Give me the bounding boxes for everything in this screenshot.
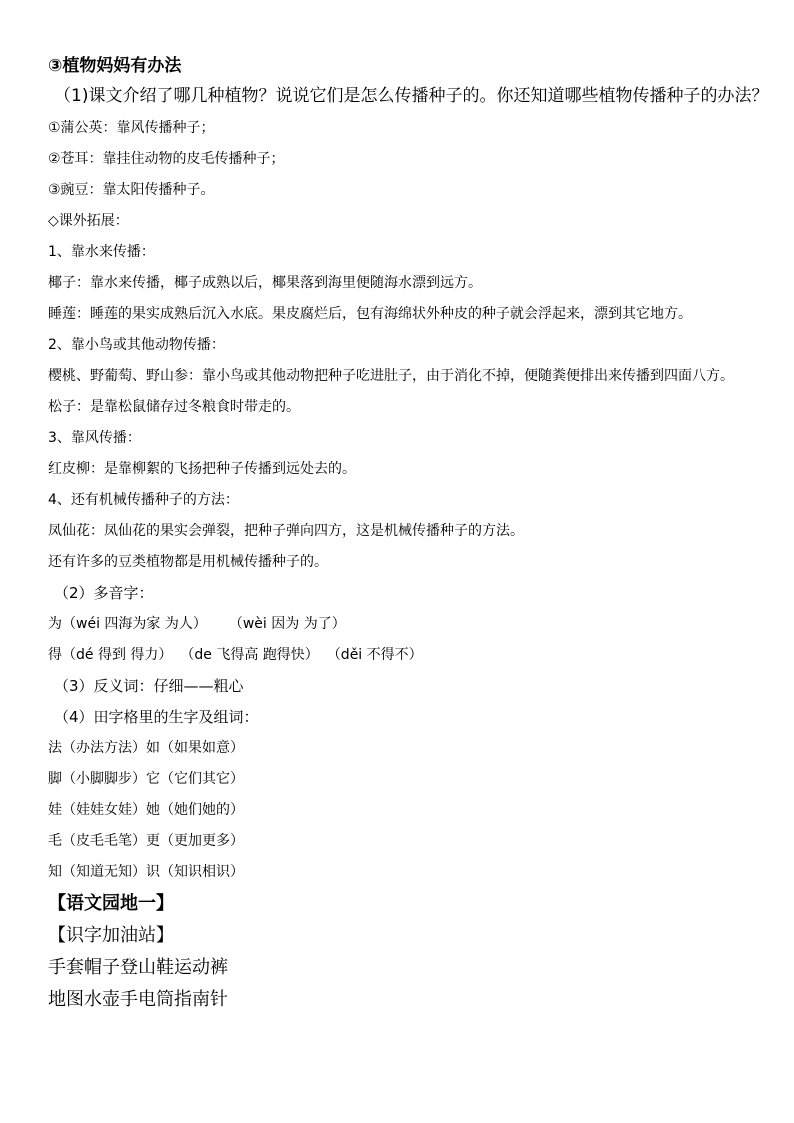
cherry-text: 樱桃、野葡萄、野山参：靠小鸟或其他动物把种子吃进肚子，由于消化不掉，便随粪便排出来传播到四面八方。	[48, 368, 734, 384]
extension-item-1: 1、靠水来传播：	[48, 244, 155, 260]
word-line-2: 脚（小脚脚步）它（它们其它）	[48, 771, 244, 787]
polyphone-de-2: （de 飞得高 跑得快）	[180, 647, 319, 663]
balsam-text: 凤仙花：凤仙花的果实会弹裂，把种子弹向四方，这是机械传播种子的方法。	[48, 523, 524, 539]
section-heading: ③植物妈妈有办法	[48, 56, 182, 76]
willow-text: 红皮柳：是靠柳絮的飞扬把种子传播到远处去的。	[48, 461, 356, 477]
polyphone-de-1: 得（dé 得到 得力）	[48, 647, 173, 663]
extension-heading: ◇课外拓展：	[48, 213, 129, 229]
polyphone-wei-2: （wèi 因为 为了）	[228, 616, 346, 632]
beans-text: 还有许多的豆类植物都是用机械传播种子的。	[48, 554, 328, 570]
pine-nut-text: 松子：是靠松鼠储存过冬粮食时带走的。	[48, 399, 300, 415]
extension-item-2: 2、靠小鸟或其他动物传播：	[48, 337, 225, 353]
polyphone-wei	[48, 609, 758, 640]
new-words-heading: （4）田字格里的生字及组词：	[54, 708, 259, 726]
coconut-text: 椰子：靠水来传播，椰子成熟以后，椰果落到海里便随海水漂到远方。	[48, 275, 482, 291]
extension-item-3: 3、靠风传播：	[48, 430, 141, 446]
answer-line-1: ①蒲公英：靠风传播种子；	[48, 120, 215, 136]
word-line-1: 法（办法方法）如（如果如意）	[48, 740, 244, 756]
polyphone-de-3: （děi 不得不）	[326, 647, 423, 663]
chinese-garden-heading: 【语文园地一】	[48, 893, 174, 914]
extension-item-4: 4、还有机械传播种子的方法：	[48, 492, 239, 508]
word-line-5: 知（知道无知）识（知识相识）	[48, 864, 244, 880]
polyphone-de	[48, 640, 758, 671]
vocab-line-1: 手套帽子登山鞋运动裤	[48, 957, 228, 978]
polyphone-wei-1: 为（wéi 四海为家 为人）	[48, 616, 207, 632]
water-lily-text: 睡莲：睡莲的果实成熟后沉入水底。果皮腐烂后，包有海绵状外种皮的种子就会浮起来，漂到其它地方。	[48, 306, 692, 322]
word-line-3: 娃（娃娃女娃）她（她们她的）	[48, 802, 244, 818]
document-page	[48, 52, 769, 1016]
antonym-line: （3）反义词：仔细——粗心	[54, 677, 244, 695]
question-1: （1)课文介绍了哪几种植物？说说它们是怎么传播种子的。你还知道哪些植物传播种子的办法？	[54, 86, 769, 106]
word-line-4: 毛（皮毛毛笔）更（更加更多）	[48, 833, 244, 849]
answer-line-2: ②苍耳：靠挂住动物的皮毛传播种子；	[48, 151, 285, 167]
vocab-line-2: 地图水壶手电筒指南针	[48, 989, 228, 1010]
answer-line-3: ③豌豆：靠太阳传播种子。	[48, 182, 215, 198]
literacy-station-heading: 【识字加油站】	[48, 925, 174, 946]
polyphone-heading: （2）多音字：	[54, 584, 154, 602]
